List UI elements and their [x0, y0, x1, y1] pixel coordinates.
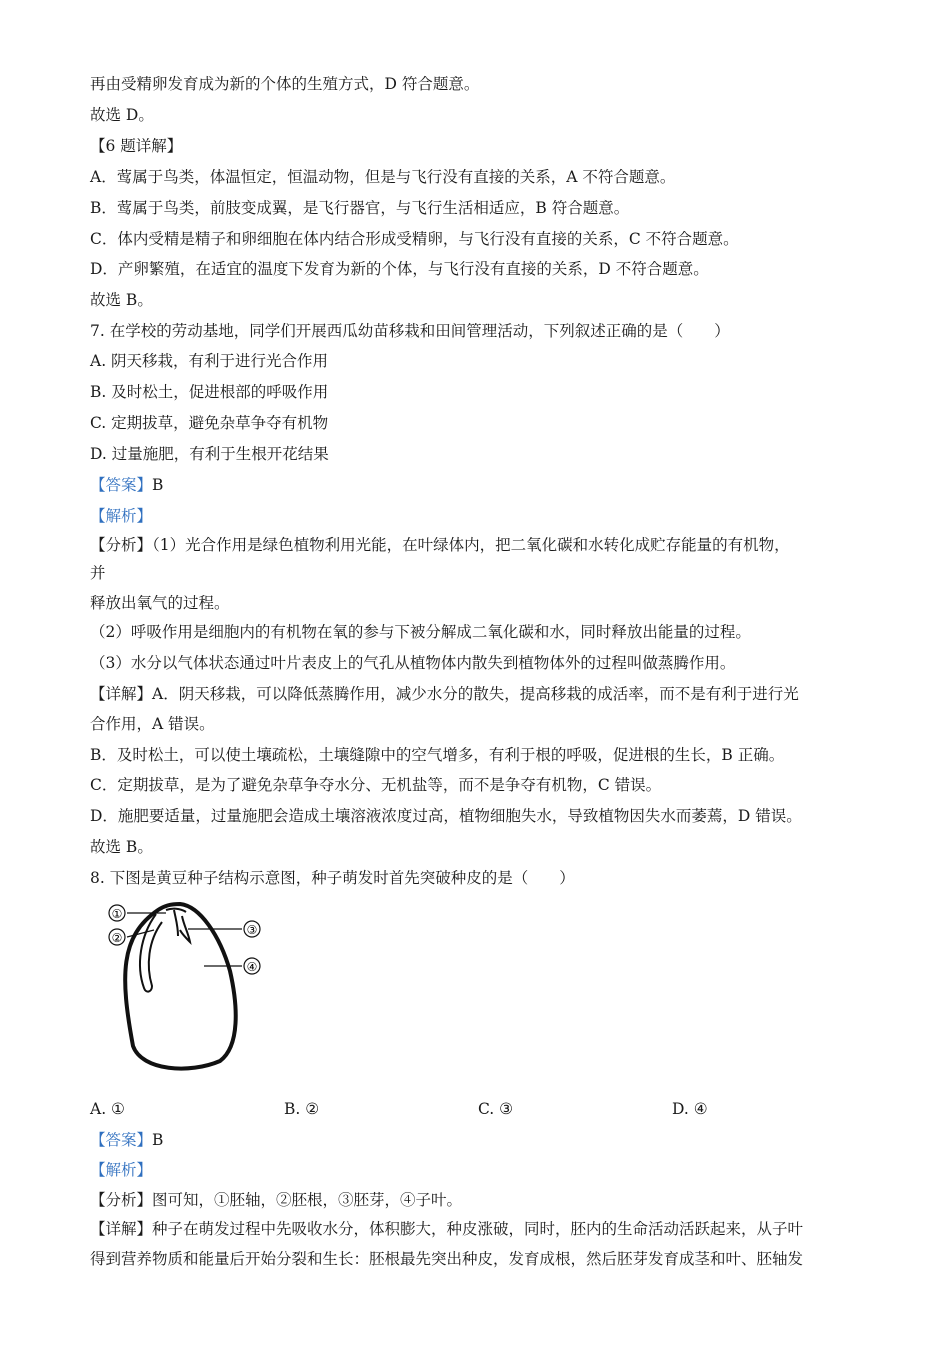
text-line: D．产卵繁殖，在适宜的温度下发育为新的个体，与飞行没有直接的关系，D 不符合题意。	[90, 260, 709, 278]
text-line: 【详解】种子在萌发过程中先吸收水分，体积膨大，种皮涨破，同时，胚内的生命活动活跃起来，从子叶	[90, 1220, 804, 1238]
text-line: （2）呼吸作用是细胞内的有机物在氧的参与下被分解成二氧化碳和水，同时释放出能量的过程。	[90, 623, 751, 641]
text-line: 故选 D。	[90, 106, 154, 124]
question-7: 7. 在学校的劳动基地，同学们开展西瓜幼苗移栽和田间管理活动，下列叙述正确的是（ ）	[90, 322, 730, 340]
text-line: 【分析】图可知，①胚轴，②胚根，③胚芽，④子叶。	[90, 1191, 463, 1209]
q8-option-b: B. ②	[284, 1100, 320, 1118]
text-line: 得到营养物质和能量后开始分裂和生长：胚根最先突出种皮，发育成根，然后胚芽发育成茎和叶、胚轴发	[90, 1250, 804, 1268]
figure-label-3: ③	[246, 923, 258, 937]
text-line: 故选 B。	[90, 291, 153, 309]
text-line: D．施肥要适量，过量施肥会造成土壤溶液浓度过高，植物细胞失水，导致植物因失水而萎蔫，D 错误。	[90, 807, 802, 825]
text-line: 再由受精卵发育成为新的个体的生殖方式，D 符合题意。	[90, 75, 480, 93]
q7-analysis-label: 【解析】	[90, 507, 153, 525]
q7-option-d: D. 过量施肥，有利于生根开花结果	[90, 445, 329, 463]
text-line: 【分析】（1）光合作用是绿色植物利用光能，在叶绿体内，把二氧化碳和水转化成贮存能量的有机物，	[90, 536, 790, 554]
q8-option-d: D. ④	[672, 1100, 708, 1118]
answer-label: 【答案】	[90, 476, 153, 494]
figure-label-4: ④	[246, 960, 258, 974]
text-line: B．莺属于鸟类，前肢变成翼，是飞行器官，与飞行生活相适应，B 符合题意。	[90, 199, 630, 217]
q8-analysis-label: 【解析】	[90, 1161, 153, 1179]
text-line: A．莺属于鸟类，体温恒定，恒温动物，但是与飞行没有直接的关系，A 不符合题意。	[90, 168, 676, 186]
q7-option-a: A. 阴天移栽，有利于进行光合作用	[90, 352, 329, 370]
text-line: 【详解】A．阴天移栽，可以降低蒸腾作用，减少水分的散失，提高移栽的成活率，而不是有利于进行光	[90, 685, 799, 703]
figure-label-1: ①	[111, 907, 123, 921]
text-line: C．定期拔草，是为了避免杂草争夺水分、无机盐等，而不是争夺有机物，C 错误。	[90, 776, 662, 794]
q7-option-c: C. 定期拔草，避免杂草争夺有机物	[90, 414, 329, 432]
figure-label-2: ②	[111, 931, 123, 945]
text-line: 合作用，A 错误。	[90, 715, 215, 733]
soybean-seed-diagram	[100, 896, 275, 1076]
text-line: B．及时松土，可以使土壤疏松，土壤缝隙中的空气增多，有利于根的呼吸，促进根的生长，B 正确。	[90, 746, 785, 764]
q7-option-b: B. 及时松土，促进根部的呼吸作用	[90, 383, 329, 401]
text-line: （3）水分以气体状态通过叶片表皮上的气孔从植物体内散失到植物体外的过程叫做蒸腾作用。	[90, 654, 736, 672]
answer-value: B	[152, 476, 164, 494]
answer-label: 【答案】	[90, 1131, 153, 1149]
q8-answer	[90, 1130, 163, 1150]
question-8: 8. 下图是黄豆种子结构示意图，种子萌发时首先突破种皮的是（ ）	[90, 869, 575, 887]
q8-option-a: A. ①	[90, 1100, 125, 1118]
text-line: 故选 B。	[90, 838, 153, 856]
text-line: C．体内受精是精子和卵细胞在体内结合形成受精卵，与飞行没有直接的关系，C 不符合题意。	[90, 230, 739, 248]
q8-option-c: C. ③	[478, 1100, 514, 1118]
q7-answer	[90, 475, 163, 495]
text-line: 释放出氧气的过程。	[90, 594, 230, 612]
text-line: 并	[90, 564, 106, 582]
section-heading: 【6 题详解】	[90, 137, 183, 155]
answer-value: B	[152, 1131, 164, 1149]
